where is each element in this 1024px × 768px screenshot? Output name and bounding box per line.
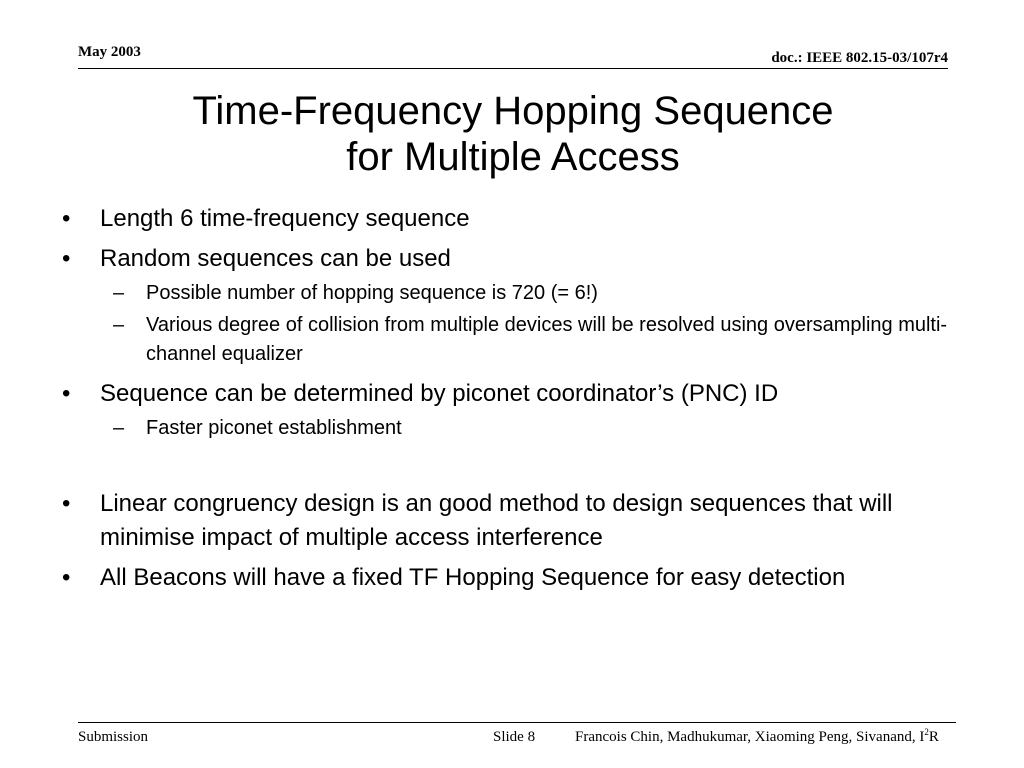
bullet-item [60,487,960,555]
slide-title-line-2: for Multiple Access [346,135,680,179]
dash-marker: – [113,417,125,439]
footer-authors-superscript: 2 [924,727,929,737]
footer-authors-text: Francois Chin, Madhukumar, Xiaoming Peng, Sivanand, I [575,729,925,745]
bullet-marker: • [62,380,71,407]
bullet-item [60,377,960,411]
bullet-marker: • [62,490,71,517]
dash-marker: – [113,282,125,304]
footer-authors-tail: R [928,729,939,745]
sub-bullet-item [60,279,960,308]
sub-bullet-item [60,311,960,369]
header-divider [78,68,948,69]
footer-authors [575,729,939,746]
bullet-item [60,561,960,595]
bullet-marker: • [62,245,71,272]
bullet-text: Random sequences can be used [100,245,451,272]
slide-title-line-1: Time-Frequency Hopping Sequence [192,89,834,133]
sub-bullet-item [60,414,960,443]
bullet-marker: • [62,205,71,232]
dash-marker: – [113,314,125,336]
slide-body [60,202,960,595]
footer-slide-number: Slide 8 [493,729,536,745]
sub-bullet-text: Various degree of collision from multiple devices will be resolved using oversampling multi-channel equalizer [146,314,948,365]
bullet-marker: • [62,564,71,591]
bullet-item [60,202,960,236]
bullet-text: Length 6 time-frequency sequence [100,205,470,232]
footer-divider [78,722,956,723]
sub-bullet-text: Faster piconet establishment [146,417,402,439]
bullet-text: Linear congruency design is an good method to design sequences that will minimise impact of multiple access interference [100,490,893,551]
slide-title [78,88,948,180]
sub-bullet-text: Possible number of hopping sequence is 720 (= 6!) [146,282,598,304]
header-date: May 2003 [78,44,141,60]
bullet-item [60,242,960,276]
footer-submission: Submission [78,729,149,745]
bullet-text: Sequence can be determined by piconet coordinator’s (PNC) ID [100,380,779,407]
bullet-text: All Beacons will have a fixed TF Hopping Sequence for easy detection [100,564,846,591]
header-doc-id: doc.: IEEE 802.15-03/107r4 [771,50,948,66]
